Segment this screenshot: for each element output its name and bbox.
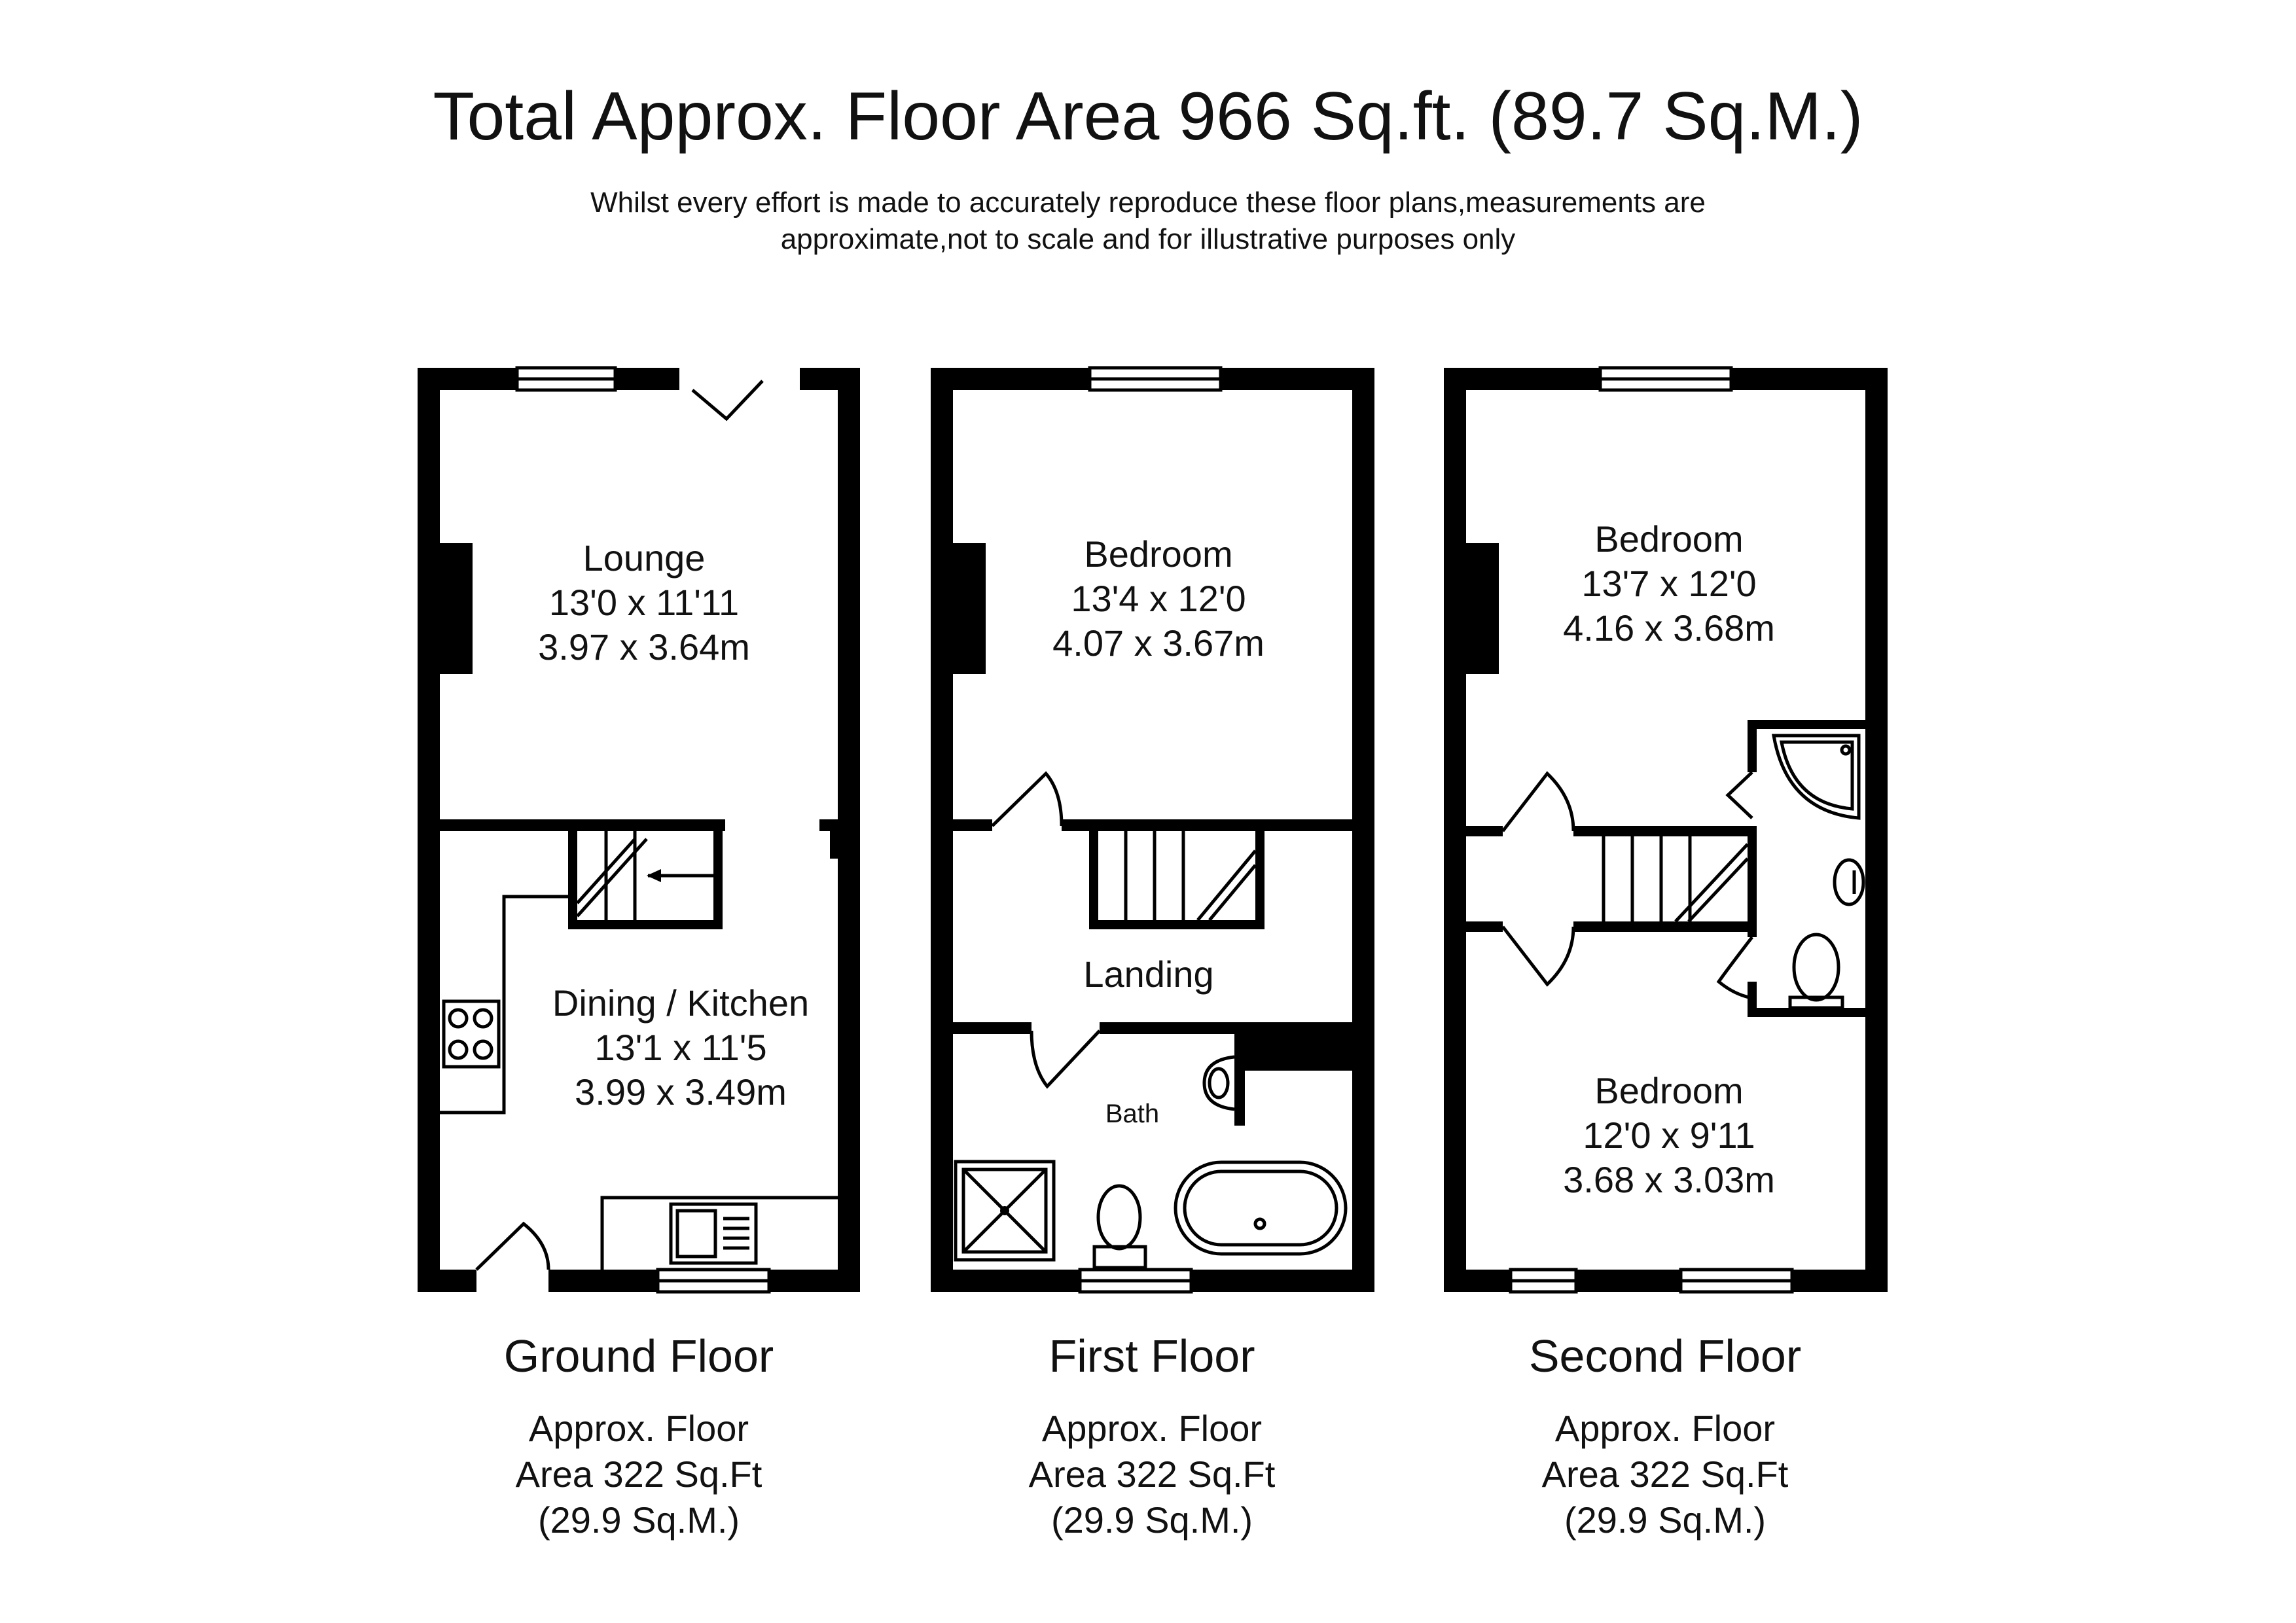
ensuite-door-lower — [1719, 937, 1752, 998]
second-front-bedroom-imperial: 13'7 x 12'0 — [1581, 563, 1757, 604]
second-floor-area-line-1: Approx. Floor — [1554, 1408, 1776, 1449]
first-right-wall — [1352, 368, 1374, 1292]
bath-wall — [1100, 1022, 1352, 1034]
second-rear-bedroom-metric: 3.68 x 3.03m — [1563, 1159, 1775, 1200]
second-front-bedroom-name: Bedroom — [1594, 518, 1744, 560]
kitchen-name: Dining / Kitchen — [552, 982, 810, 1024]
second-floor-name: Second Floor — [1528, 1330, 1802, 1382]
ground-bottom-wall-left — [418, 1270, 476, 1292]
hob — [444, 1001, 499, 1067]
lounge-name: Lounge — [583, 537, 706, 579]
chimney-breast — [440, 543, 473, 674]
lounge-metric: 3.97 x 3.64m — [538, 626, 750, 668]
second-stairs — [1604, 836, 1748, 921]
second-left-wall — [1444, 368, 1466, 1292]
first-floor-plan — [931, 368, 1374, 1292]
kitchen-imperial: 13'1 x 11'5 — [594, 1027, 767, 1068]
second-floor-caption — [1436, 1329, 1894, 1543]
ensuite-door — [1728, 772, 1752, 818]
second-floor-plan — [1444, 368, 1888, 1292]
stairs-wall — [713, 831, 723, 929]
second-chimney-breast — [1466, 543, 1499, 674]
lounge-door — [692, 381, 762, 419]
second-right-wall — [1865, 368, 1888, 1292]
sink — [671, 1204, 756, 1263]
second-toilet — [1790, 935, 1842, 1008]
ground-floor-area-line-2: Area 322 Sq.Ft — [515, 1454, 762, 1495]
second-front-bedroom-metric: 4.16 x 3.68m — [1563, 607, 1775, 649]
first-bedroom-imperial: 13'4 x 12'0 — [1071, 578, 1246, 619]
first-left-wall — [931, 368, 953, 1292]
ground-left-wall — [418, 368, 440, 1292]
bath-tub — [1175, 1162, 1346, 1254]
second-floor-area-line-3: (29.9 Sq.M.) — [1564, 1499, 1767, 1541]
first-floor-area-line-2: Area 322 Sq.Ft — [1028, 1454, 1276, 1495]
landing-name: Landing — [1083, 954, 1214, 995]
lounge-imperial: 13'0 x 11'11 — [548, 582, 740, 623]
second-front-bedroom-door — [1503, 774, 1573, 831]
bath-name: Bath — [1105, 1099, 1160, 1128]
second-floor-area-line-2: Area 322 Sq.Ft — [1541, 1454, 1789, 1495]
ground-right-wall — [838, 368, 860, 1292]
ground-floor-name: Ground Floor — [503, 1330, 774, 1382]
first-floor-caption — [923, 1329, 1381, 1543]
second-corner-shower — [1774, 736, 1859, 818]
first-wash-basin — [1204, 1057, 1234, 1109]
first-bedroom-wall — [1062, 819, 1352, 831]
front-door — [476, 1224, 548, 1270]
second-wash-basin — [1835, 860, 1863, 904]
first-stairs — [1126, 831, 1255, 920]
ground-top-wall-right — [800, 368, 860, 390]
disclaimer-line-1: Whilst every effort is made to accurately reproduce these floor plans,measurements are — [590, 187, 1706, 219]
first-toilet — [1094, 1186, 1145, 1268]
first-bedroom-name: Bedroom — [1084, 533, 1233, 575]
first-chimney-breast — [953, 543, 986, 674]
second-rear-bedroom-name: Bedroom — [1594, 1070, 1744, 1111]
first-floor-area-line-1: Approx. Floor — [1041, 1408, 1263, 1449]
kitchen-counter-bottom — [602, 1198, 838, 1270]
bath-door — [1031, 1031, 1100, 1086]
disclaimer-line-2: approximate,not to scale and for illustrative purposes only — [780, 223, 1516, 255]
first-floor-name: First Floor — [1049, 1330, 1255, 1382]
first-shower-tray — [956, 1162, 1054, 1260]
first-bedroom-door — [992, 774, 1062, 826]
first-bedroom-metric: 4.07 x 3.67m — [1052, 622, 1265, 664]
ground-floor-caption — [410, 1329, 868, 1543]
second-rear-bedroom-door — [1503, 927, 1573, 984]
page-title: Total Approx. Floor Area 966 Sq.ft. (89.7 Sq.M.) — [433, 79, 1863, 154]
kitchen-counter-left — [440, 897, 568, 1113]
ground-floor-plan — [418, 368, 860, 1292]
ground-floor-area-line-3: (29.9 Sq.M.) — [537, 1499, 740, 1541]
ground-floor-area-line-1: Approx. Floor — [528, 1408, 749, 1449]
ground-divider-wall — [440, 819, 725, 831]
kitchen-metric: 3.99 x 3.49m — [575, 1071, 787, 1113]
first-floor-area-line-3: (29.9 Sq.M.) — [1050, 1499, 1253, 1541]
second-rear-bedroom-imperial: 12'0 x 9'11 — [1583, 1115, 1755, 1156]
ground-stairs — [577, 831, 720, 920]
